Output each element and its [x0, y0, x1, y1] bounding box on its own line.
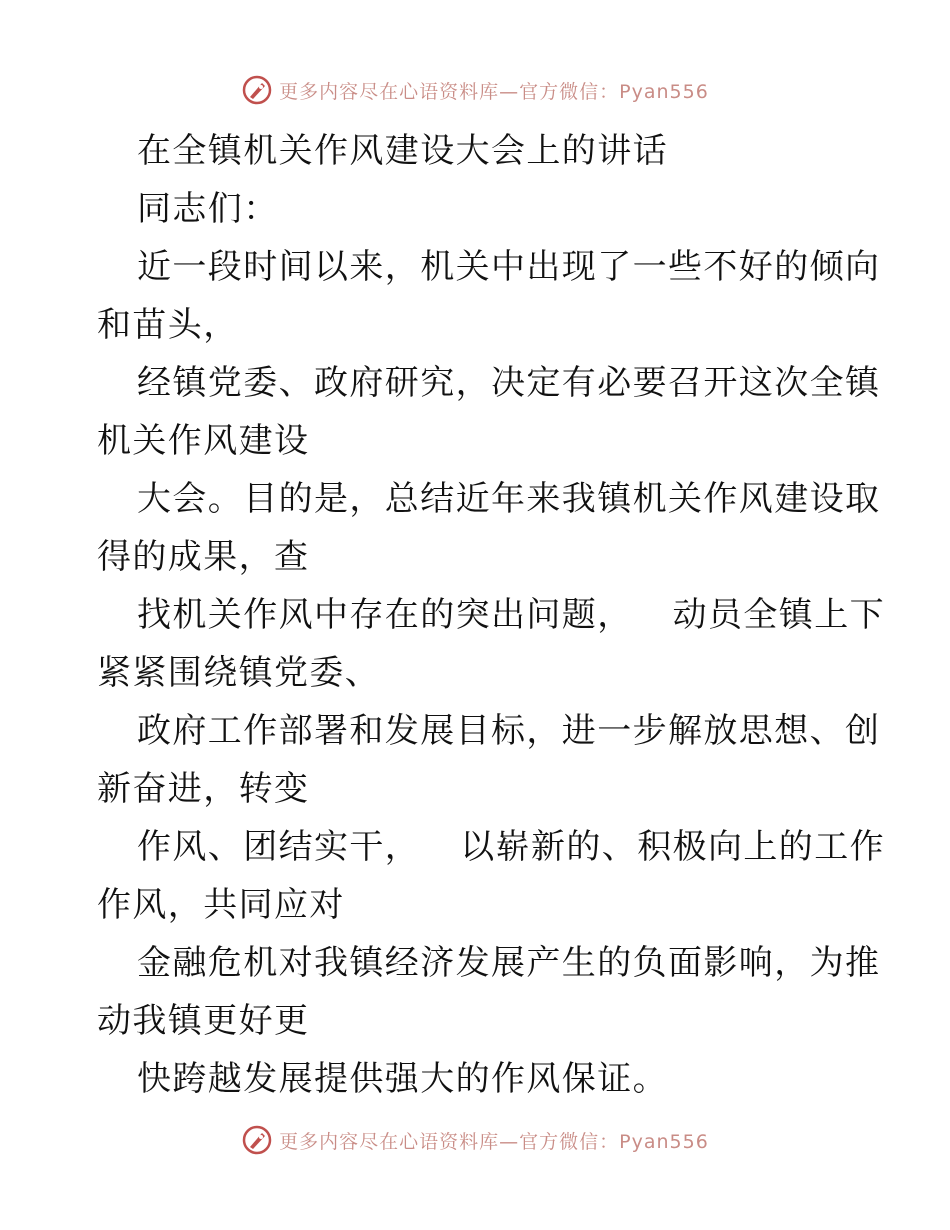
paragraph-line: 得的成果，查: [97, 537, 310, 577]
paragraph-line: 金融危机对我镇经济发展产生的负面影响，为推: [137, 943, 881, 983]
document-title: 在全镇机关作风建设大会上的讲话: [137, 131, 668, 171]
paragraph-line: 和苗头，: [97, 305, 239, 345]
salutation: 同志们：: [137, 189, 279, 229]
paragraph-line: [97, 586, 886, 644]
paragraph-line: 紧紧围绕镇党委、: [97, 653, 381, 693]
paragraph: [97, 818, 886, 934]
paragraph: [97, 238, 881, 354]
paragraph-line: [97, 818, 886, 876]
paragraph-line: 快跨越发展提供强大的作风保证。: [137, 1059, 668, 1099]
paragraph-line: 机关作风建设: [97, 421, 310, 461]
paragraph-line: 新奋进，转变: [97, 769, 310, 809]
paragraph-line: 动我镇更好更: [97, 1001, 310, 1041]
paragraph: [97, 934, 881, 1050]
paragraph: [97, 354, 881, 470]
paragraph: [97, 1050, 857, 1108]
watermark-text: 更多内容尽在心语资料库—官方微信：Pyan556: [279, 80, 709, 103]
watermark-text: 更多内容尽在心语资料库—官方微信：Pyan556: [279, 1130, 709, 1153]
paragraph-line: 近一段时间以来，机关中出现了一些不好的倾向: [137, 247, 881, 287]
paragraph-segment: 找机关作风中存在的突出问题，: [137, 595, 633, 635]
paragraph-line: 大会。目的是，总结近年来我镇机关作风建设取: [137, 479, 881, 519]
paragraph-segment: 作风、团结实干，: [137, 827, 421, 867]
paragraph-segment: 以崭新的、积极向上的工作: [460, 827, 886, 867]
paragraph-line: 作风，共同应对: [97, 885, 345, 925]
paragraph: [97, 470, 881, 586]
paragraph: [97, 586, 886, 702]
pen-nib-logo-icon: [241, 74, 273, 106]
footer-watermark-banner: [0, 1120, 950, 1160]
paragraph: [97, 702, 881, 818]
paragraph-line: 经镇党委、政府研究，决定有必要召开这次全镇: [137, 363, 881, 403]
pen-nib-logo-icon: [241, 1124, 273, 1156]
header-watermark-banner: [0, 70, 950, 110]
document-body: [97, 122, 886, 1108]
paragraph-segment: 动员全镇上下: [672, 595, 886, 635]
paragraph-line: 政府工作部署和发展目标，进一步解放思想、创: [137, 711, 881, 751]
